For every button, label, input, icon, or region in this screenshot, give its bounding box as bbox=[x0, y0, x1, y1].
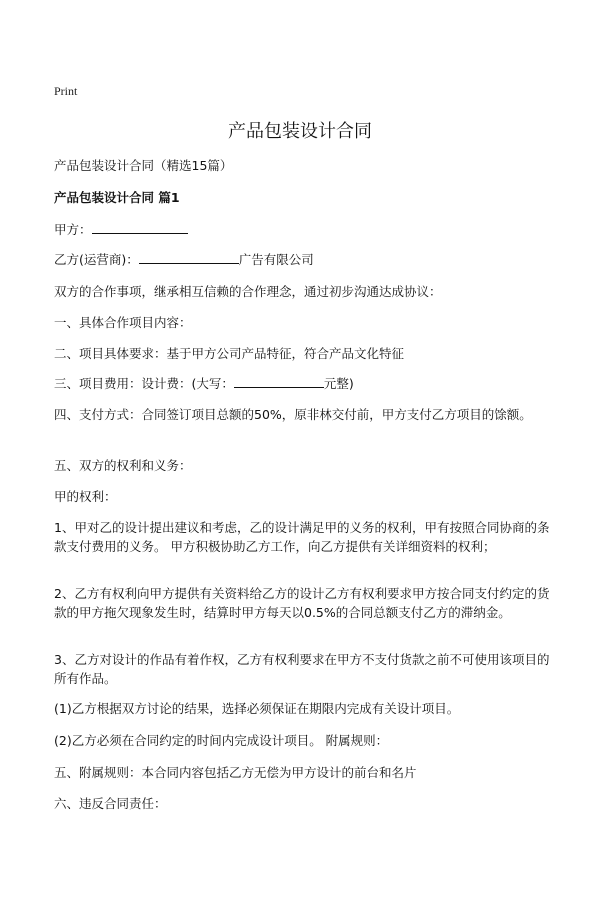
section-heading: 产品包装设计合同 篇1 bbox=[54, 190, 180, 205]
party-b-blank bbox=[139, 251, 239, 264]
party-b-suffix: 广告有限公司 bbox=[238, 252, 314, 267]
party-b-line bbox=[54, 250, 554, 269]
fee-amount-blank bbox=[234, 375, 324, 388]
rights-item-1: 1、甲对乙的设计提出建议和考虑，乙的设计满足甲的义务的权利，甲有按照合同协商的条款支付费用的义务。 甲方积极协助乙方工作，向乙方提供有关详细资料的权利； bbox=[54, 520, 550, 554]
print-link[interactable]: Print bbox=[54, 84, 78, 98]
document-subtitle: 产品包装设计合同（精选15篇） bbox=[54, 158, 233, 173]
party-a-line bbox=[54, 220, 554, 239]
intro-paragraph: 双方的合作事项，继承相互信赖的合作理念，通过初步沟通达成协议： bbox=[54, 284, 442, 299]
rights-item-2: 2、乙方有权利向甲方提供有关资料给乙方的设计乙方有权利要求甲方按合同支付约定的货款的甲方拖欠现象发生时，结算时甲方每天以0.5%的合同总额支付乙方的滞纳金。 bbox=[54, 586, 550, 620]
annex-rules: 五、附属规则：本合同内容包括乙方无偿为甲方设计的前台和名片 bbox=[54, 765, 417, 780]
party-a-label: 甲方： bbox=[54, 222, 92, 237]
clause-2: 二、项目具体要求：基于甲方公司产品特征，符合产品文化特征 bbox=[54, 346, 405, 361]
clause-1: 一、具体合作项目内容： bbox=[54, 315, 192, 330]
clause-6: 六、违反合同责任： bbox=[54, 796, 167, 811]
party-a-rights-heading: 甲的权利： bbox=[54, 489, 117, 504]
clause-3-prefix: 三、项目费用：设计费：(大写： bbox=[54, 376, 234, 391]
party-b-label: 乙方(运营商)： bbox=[54, 252, 139, 267]
clause-5: 五、双方的权利和义务： bbox=[54, 458, 192, 473]
condition-1: (1)乙方根据双方讨论的结果，选择必须保证在期限内完成有关设计项目。 bbox=[54, 701, 460, 716]
clause-4: 四、支付方式：合同签订项目总额的50%，原非林交付前，甲方支付乙方项目的馀额。 bbox=[54, 407, 532, 422]
clause-3-suffix: 元整) bbox=[323, 376, 354, 391]
condition-2: (2)乙方必须在合同约定的时间内完成设计项目。 附属规则： bbox=[54, 733, 389, 748]
document-title: 产品包装设计合同 bbox=[228, 121, 372, 142]
party-a-blank bbox=[92, 221, 188, 234]
clause-3 bbox=[54, 374, 554, 393]
rights-item-3: 3、乙方对设计的作品有着作权，乙方有权利要求在甲方不支付货款之前不可使用该项目的所有作品。 bbox=[54, 652, 550, 686]
